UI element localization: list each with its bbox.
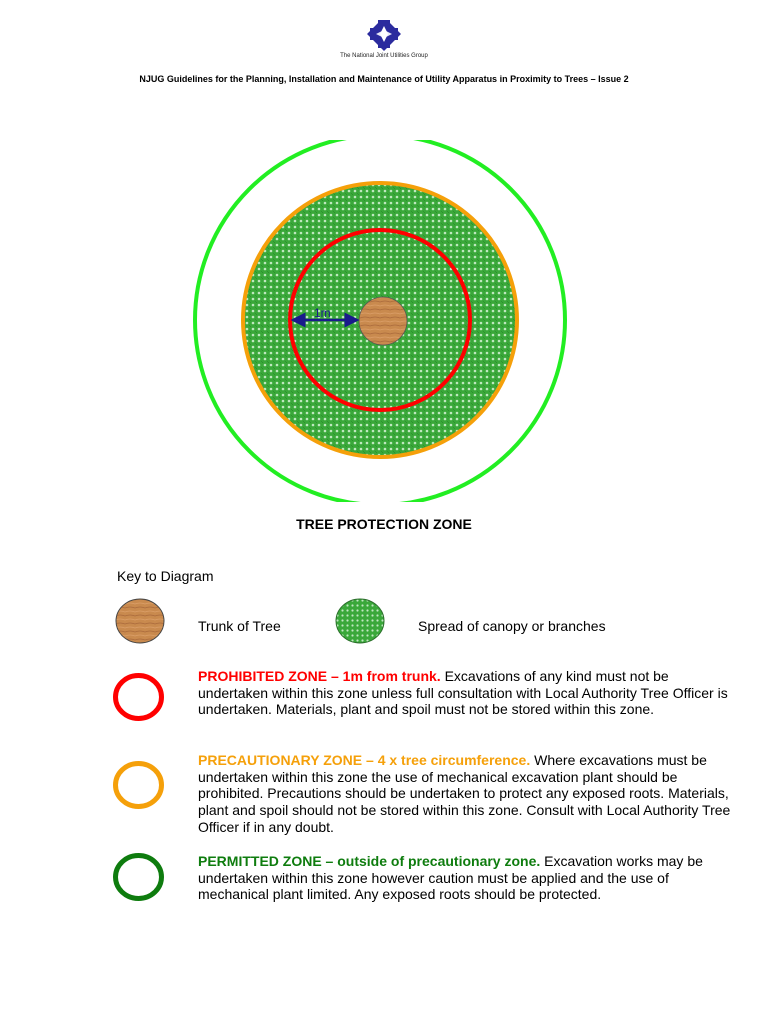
diagram-title: TREE PROTECTION ZONE (296, 516, 472, 532)
key-title: Key to Diagram (117, 568, 214, 584)
precautionary-zone-key-icon (111, 759, 166, 811)
prohibited-zone-heading: PROHIBITED ZONE – 1m from trunk. (198, 668, 441, 684)
precautionary-zone-text: Where excavations must be undertaken within this zone the use of mechanical excavation plant should be prohibited. Precautions should be undertaken to protect any exposed roots. Materials, plant and spoil should not be stored within this zone. Consult with Local Authority Tree Officer if in any doubt. (198, 752, 731, 835)
precautionary-zone-heading: PRECAUTIONARY ZONE – 4 x tree circumference. (198, 752, 531, 768)
prohibited-zone-key-icon (111, 671, 166, 723)
permitted-zone-heading: PERMITTED ZONE – outside of precautionary zone. (198, 853, 541, 869)
precautionary-zone-description (198, 752, 733, 836)
permitted-zone-description (198, 853, 733, 903)
logo-cross-icon (367, 20, 401, 51)
tree-protection-zone-diagram (190, 140, 570, 502)
canopy-key-icon (335, 598, 385, 644)
trunk-key-icon (115, 598, 165, 644)
tree-trunk (359, 297, 407, 345)
trunk-key-label: Trunk of Tree (198, 618, 281, 634)
canopy-key-label: Spread of canopy or branches (418, 618, 606, 634)
prohibited-zone-description (198, 668, 733, 718)
prohibited-zone-text: Excavations of any kind must not be undertaken within this zone unless full consultation with Local Authority Tree Officer is undertaken. Materials, plant and spoil must not be stored within this zone. (198, 668, 728, 718)
document-title: NJUG Guidelines for the Planning, Installation and Maintenance of Utility Apparatus in Proximity to Trees – Issue 2 (139, 74, 629, 84)
permitted-zone-key-icon (111, 851, 166, 903)
permitted-zone-text: Excavation works may be undertaken within this zone however caution must be applied and the use of mechanical plant limited. Any exposed roots should be protected. (198, 853, 703, 903)
radius-label: 1m (314, 306, 331, 320)
logo-text: The National Joint Utilities Group (340, 53, 428, 59)
